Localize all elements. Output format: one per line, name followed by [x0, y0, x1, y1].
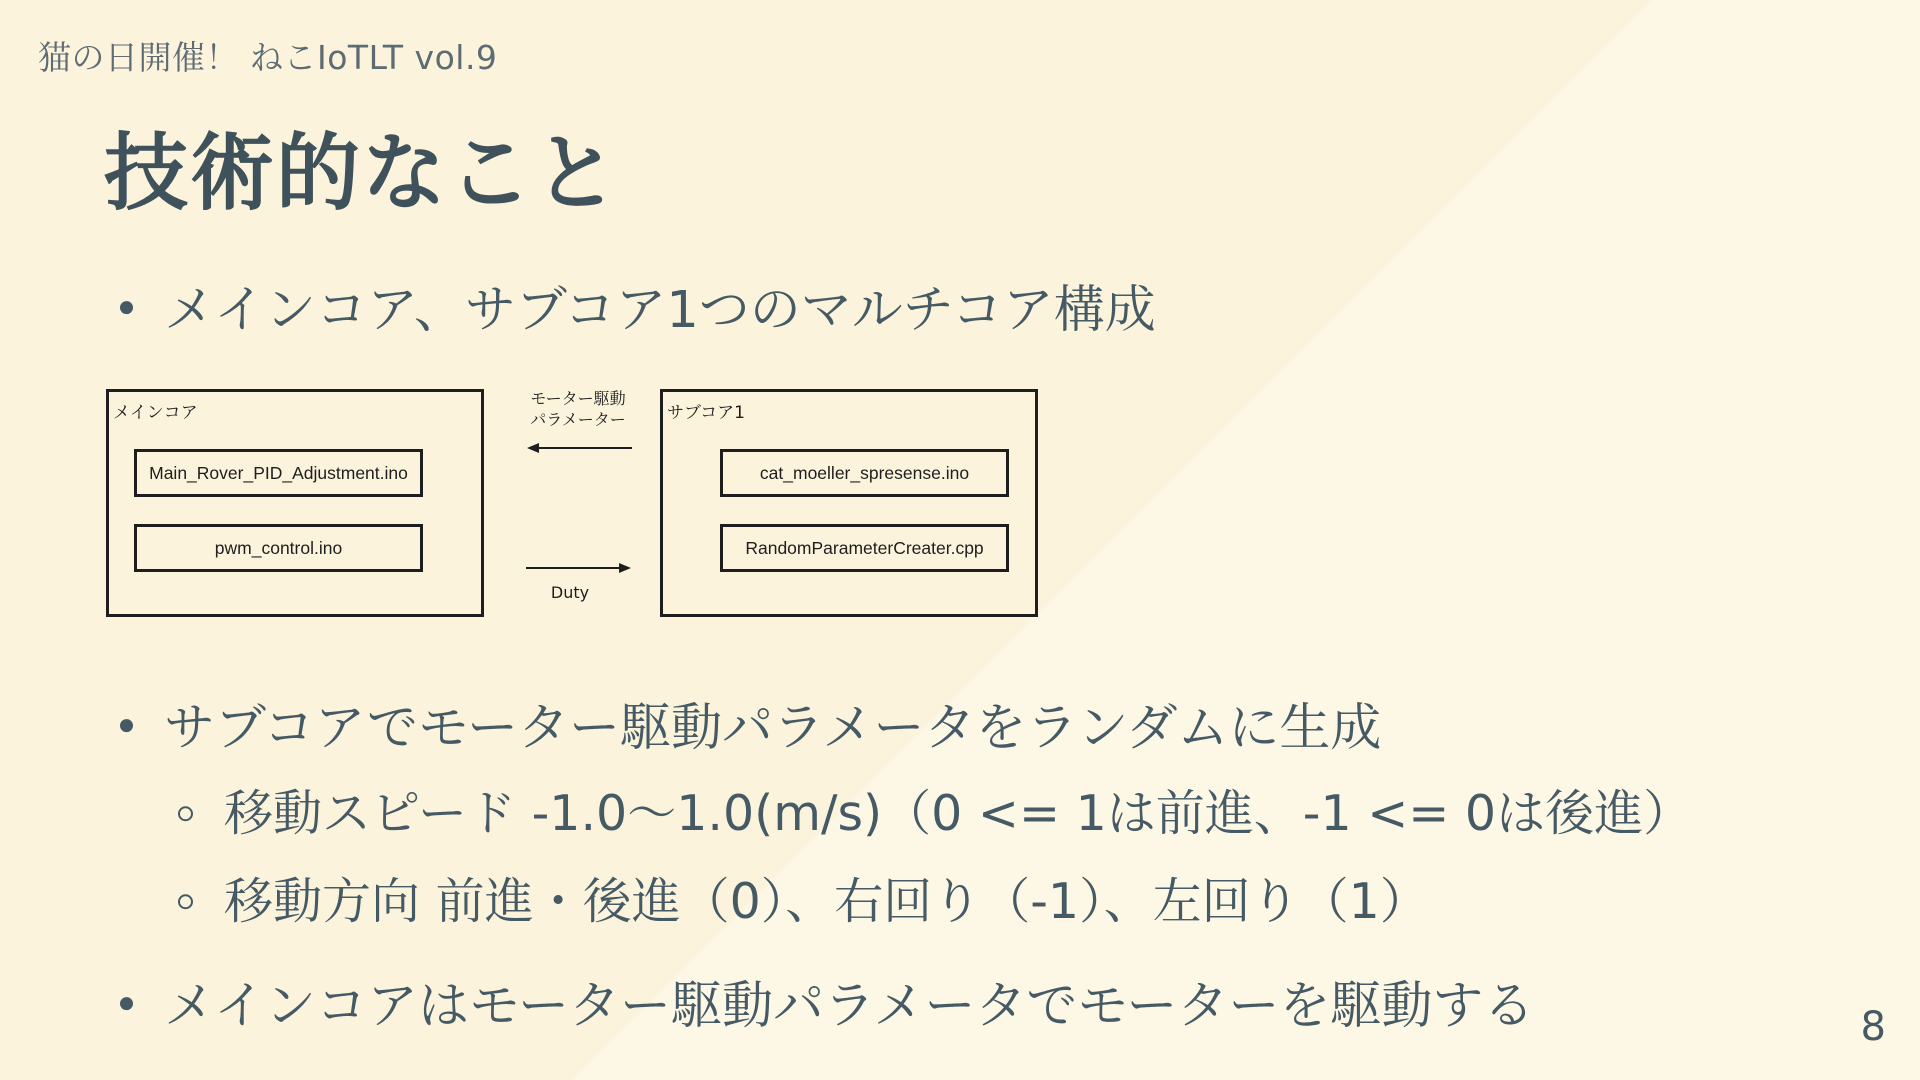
file-random-parameter: RandomParameterCreater.cpp: [720, 524, 1009, 572]
bullet-subcore-random: サブコアでモーター駆動パラメータをランダムに生成: [164, 686, 1381, 760]
sub-bullet-speed: 移動スピード -1.0〜1.0(m/s)（0 <= 1は前進、-1 <= 0は後進）: [224, 775, 1692, 845]
page-number: 8: [1860, 1004, 1886, 1050]
file-main-rover-pid: Main_Rover_PID_Adjustment.ino: [134, 449, 423, 497]
event-header: 猫の日開催！ ねこIoTLT vol.9: [38, 38, 498, 77]
arrow-label-line2: パラメーター: [530, 410, 626, 429]
file-cat-moeller: cat_moeller_spresense.ino: [720, 449, 1009, 497]
arrow-right: [526, 563, 631, 573]
slide-title: 技術的なこと: [104, 124, 621, 222]
sub-bullet-direction: 移動方向 前進・後進（0）、右回り（-1）、左回り（1）: [224, 863, 1429, 933]
arrow-label-line1: モーター駆動: [530, 389, 626, 408]
sub-core-label: サブコア1: [667, 403, 745, 423]
arrow-left: [527, 443, 632, 453]
bullet-maincore-drive: メインコアはモーター駆動パラメータでモーターを駆動する: [164, 964, 1534, 1038]
arrow-label-duty: Duty: [550, 583, 590, 602]
main-core-label: メインコア: [113, 403, 198, 423]
file-pwm-control: pwm_control.ino: [134, 524, 423, 572]
bullet-multicore: メインコア、サブコア1つのマルチコア構成: [164, 268, 1156, 342]
